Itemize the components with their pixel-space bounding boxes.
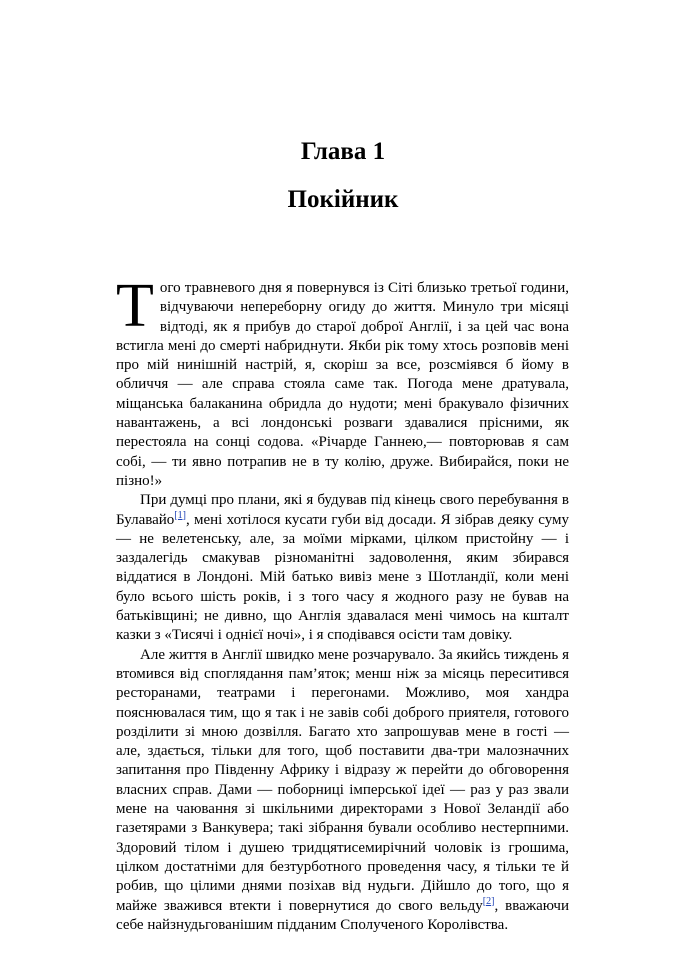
paragraph-3-text-b: , вважаючи себе найзнудьгованішим підданим Сполученого Королівства. (116, 897, 569, 933)
paragraph-3 (116, 646, 569, 935)
chapter-title: Покійник (287, 186, 399, 213)
body-text (116, 272, 569, 935)
chapter-number: Глава 1 (300, 138, 386, 165)
footnote-link-2[interactable]: [2] (482, 895, 495, 907)
paragraph-1-text: ого травневого дня я повернувся із Сіті близько третьої години, відчуваючи непереборну огиду до життя. Минуло три місяці відтоді, як я прибув до старої доброї Англії, і за цей час вона встигла мені до смерті набриднути. Якби рік тому хтось розповів мені про мій нинішній настрій, я, скоріш за все, розсміявся б йому в обличчя — але справа стояла саме так. Погода мене дратувала, міщанська балаканина обридла до нудоти; мені бракувало фізичних навантажень, а всі лондонські розваги здавалися прісними, як перестояла на сонці содова. «Річарде Ганнею,— повторював я сам собі, — ти явно потрапив не в ту колію, друже. Вибирайся, поки не пізно!» (116, 280, 569, 489)
footnote-link-1[interactable]: [1] (174, 509, 186, 521)
drop-cap: Т (116, 272, 154, 340)
paragraph-1 (116, 272, 569, 491)
paragraph-3-text-a: Але життя в Англії швидко мене розчарувало. За якийсь тиждень я втомився від споглядання пам’яток; менш ніж за місяць переситився ресторанами, театрами і перегонами. Можливо, моя хандра пояснювалася тим, що я так і не завів собі доброго приятеля, готового розділити зі мною дозвілля. Багато хто запрошував мене в гості — але, здається, тільки для того, щоб поставити два-три малозначних запитання про Південну Африку і відразу ж перейти до обговорення власних справ. Дами — поборниці імперської ідеї — раз у раз звали мене на чаювання зі шкільними директорами з Нової Зеландії або газетярами з Ванкувера; такі зібрання бували особливо нестерпними. Здоровий тілом і душею тридцятисемирічний чоловік із грошима, цілком достатніми для безтурботного проведення часу, я тільки те й робив, що цілими днями позіхав від нудьги. Дійшло до того, що я майже зважився втекти і повернутися до свого вельду (116, 646, 569, 914)
paragraph-2-text-a: При думці про плани, які я будував під кінець свого перебування в Булавайо (116, 492, 569, 528)
paragraph-2-text-b: , мені хотілося кусати губи від досади. Я зібрав деяку суму — не велетенську, але, за моїми мірками, цілком пристойну — і заздалегідь смакував різноманітні задоволення, яким збирався віддатися в Лондоні. Мій батько вивіз мене з Шотландії, коли мені було всього шість років, і з того часу я жодного разу не бував на батьківщині; не дивно, що Англія здавалася мені чимось на кшталт казки з «Тисячі і однієї ночі», і я сподівався осісти там довіку. (116, 511, 569, 644)
paragraph-2 (116, 491, 569, 645)
